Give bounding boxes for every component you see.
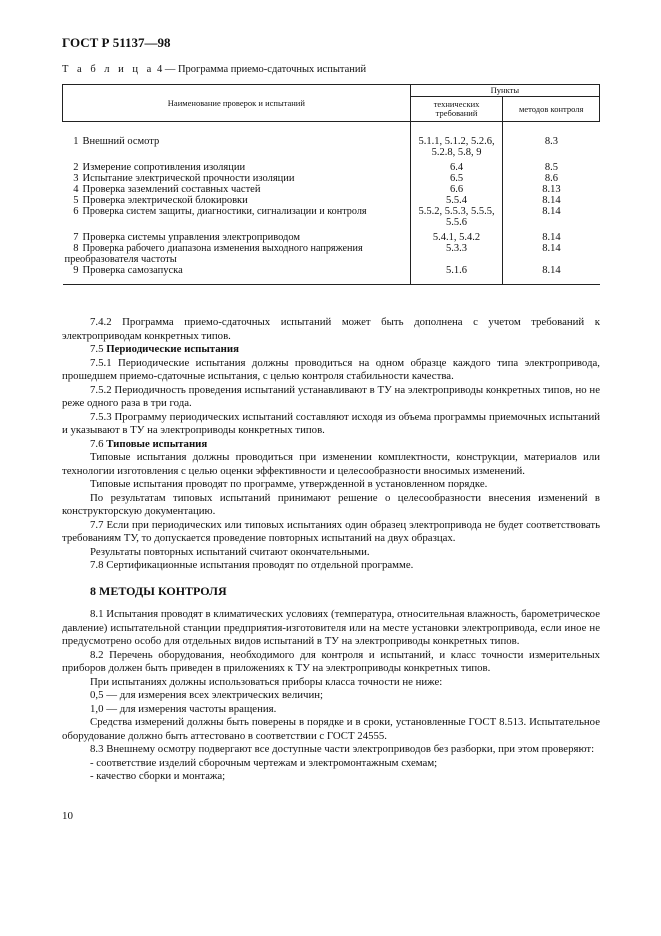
heading-title: Типовые испытания <box>106 437 208 450</box>
paragraph: Типовые испытания проводят по программе, утвержденной в установленном порядке. <box>90 478 488 490</box>
row-method: 8.14 <box>503 232 600 243</box>
row-name: Проверка рабочего диапазона изменения выходного напряжения <box>82 243 363 254</box>
row-tech: 5.1.6 <box>410 265 503 285</box>
paragraph: 7.5.1 Периодические испытания должны проводиться на одном образце каждого типа электропривода, прошедшем приемо-сдаточные испытания, с целью контроля стабильности качества. <box>62 356 600 382</box>
table-row <box>63 173 600 184</box>
row-tech: 6.4 <box>410 162 503 173</box>
row-number: 5 <box>73 195 79 206</box>
table-row <box>63 195 600 206</box>
paragraph: 8.1 Испытания проводят в климатических условиях (температура, относительная влажность, барометрическое давление) испытательной станции предприятия-изготовителя или на месте установки электропривода, если иное не предусмотрено особо для отдельных видов испытаний в ТУ на электроприводы конкретных типов. <box>62 608 600 647</box>
table-row <box>63 243 600 265</box>
row-method: 8.5 <box>503 162 600 173</box>
row-name: Измерение сопротивления изоляции <box>82 162 246 173</box>
row-name-cont: преобразователя частоты <box>64 254 177 265</box>
row-method: 8.14 <box>503 243 600 265</box>
paragraph: Типовые испытания должны проводиться при изменении комплектности, конструкции, материалов или технологии изготовления с целью оценки эффективности и целесообразности вносимых изменений. <box>62 451 600 477</box>
row-method: 8.14 <box>503 265 600 285</box>
row-tech: 5.4.1, 5.4.2 <box>410 232 503 243</box>
list-item: - соответствие изделий сборочным чертежам и электромонтажным схемам; <box>90 756 438 769</box>
body-text <box>62 316 600 784</box>
row-method: 8.14 <box>503 206 600 232</box>
section-heading-8: 8 МЕТОДЫ КОНТРОЛЯ <box>90 583 227 598</box>
table-caption-prefix: Т а б л и ц а <box>62 64 155 75</box>
row-number: 9 <box>73 265 79 276</box>
row-tech: 5.5.2, 5.5.3, 5.5.5, 5.5.6 <box>410 206 503 232</box>
page-header: ГОСТ Р 51137—98 <box>62 35 171 50</box>
heading-title: Периодические испытания <box>106 343 239 355</box>
paragraph: 7.5.2 Периодичность проведения испытаний устанавливают в ТУ на электроприводы конкретных типов, но не реже одного раза в три года. <box>62 383 600 409</box>
row-tech: 5.3.3 <box>410 243 503 265</box>
paragraph: 7.8 Сертификационные испытания проводят по отдельной программе. <box>90 559 414 571</box>
paragraph: 8.2 Перечень оборудования, необходимого для контроля и испытаний, и класс точности измерительных приборов должен быть приведен в приложениях к ТУ на электроприводы конкретных типов. <box>62 648 600 674</box>
row-number: 2 <box>73 162 79 173</box>
row-name: Проверка электрической блокировки <box>82 195 248 206</box>
row-number: 4 <box>73 184 79 195</box>
table-row <box>63 122 600 137</box>
row-name: Испытание электрической прочности изоляции <box>82 173 295 184</box>
paragraph: Средства измерений должны быть поверены в порядке и в сроки, установленные ГОСТ 8.513. Испытательное оборудование должно быть аттестовано в соответствии с ГОСТ 24555. <box>62 716 600 742</box>
table-row <box>63 184 600 195</box>
paragraph: 7.7 Если при периодических или типовых испытаниях один образец электропривода не будет соответствовать требованиям ТУ, то допускается проведение повторных испытаний на двух образцах. <box>62 518 600 544</box>
col-header-name: Наименование проверок и испытаний <box>63 85 411 122</box>
row-number: 6 <box>73 206 79 217</box>
list-item: - качество сборки и монтажа; <box>90 770 226 782</box>
row-name: Проверка самозапуска <box>82 265 183 276</box>
table-row <box>63 265 600 285</box>
row-name: Проверка системы управления электроприводом <box>82 232 301 243</box>
paragraph: 0,5 — для измерения всех электрических величин; <box>90 689 324 701</box>
paragraph: 1,0 — для измерения частоты вращения. <box>90 702 277 715</box>
paragraph: 8.3 Внешнему осмотру подвергают все доступные части электроприводов без разборки, при этом проверяют: <box>90 743 595 755</box>
row-name: Проверка систем защиты, диагностики, сигнализации и контроля <box>82 206 367 217</box>
paragraph: По результатам типовых испытаний принимают решение о целесообразности внесения изменений в конструкторскую документацию. <box>62 491 600 517</box>
paragraph: При испытаниях должны использоваться приборы класса точности не ниже: <box>90 675 443 688</box>
table-row <box>63 232 600 243</box>
heading-number: 7.6 <box>90 437 104 450</box>
row-method: 8.14 <box>503 195 600 206</box>
row-method: 8.13 <box>503 184 600 195</box>
paragraph: 7.4.2 Программа приемо-сдаточных испытаний может быть дополнена с учетом требований к электроприводам конкретных типов. <box>62 316 600 342</box>
table-row <box>63 206 600 232</box>
row-number: 1 <box>73 136 79 147</box>
row-tech: 6.5 <box>410 173 503 184</box>
section-heading-7-5 <box>62 343 600 357</box>
test-program-table <box>62 84 600 285</box>
row-tech: 5.5.4 <box>410 195 503 206</box>
heading-number: 7.5 <box>90 343 104 355</box>
paragraph: Результаты повторных испытаний считают окончательными. <box>90 545 370 558</box>
col-header-points: Пункты <box>410 85 599 97</box>
row-method: 8.3 <box>503 136 600 162</box>
row-number: 7 <box>73 232 79 243</box>
row-tech: 6.6 <box>410 184 503 195</box>
section-heading-7-6 <box>62 438 600 452</box>
col-header-methods: методов контроля <box>503 97 600 122</box>
row-tech: 5.1.1, 5.1.2, 5.2.6, 5.2.8, 5.8, 9 <box>410 136 503 162</box>
table-caption-text: 4 — Программа приемо-сдаточных испытаний <box>156 64 367 75</box>
row-number: 8 <box>73 243 79 254</box>
row-name: Проверка заземлений составных частей <box>82 184 261 195</box>
table-row <box>63 136 600 162</box>
table-row <box>63 162 600 173</box>
paragraph: 7.5.3 Программу периодических испытаний составляют исходя из объема программы приемочных испытаний и указывают в ТУ на электроприводы конкретных типов. <box>62 410 600 436</box>
row-name: Внешний осмотр <box>82 136 160 147</box>
row-number: 3 <box>73 173 79 184</box>
table-caption <box>62 64 366 75</box>
page-number: 10 <box>62 810 73 822</box>
col-header-tech: технических требований <box>410 97 503 122</box>
row-method: 8.6 <box>503 173 600 184</box>
